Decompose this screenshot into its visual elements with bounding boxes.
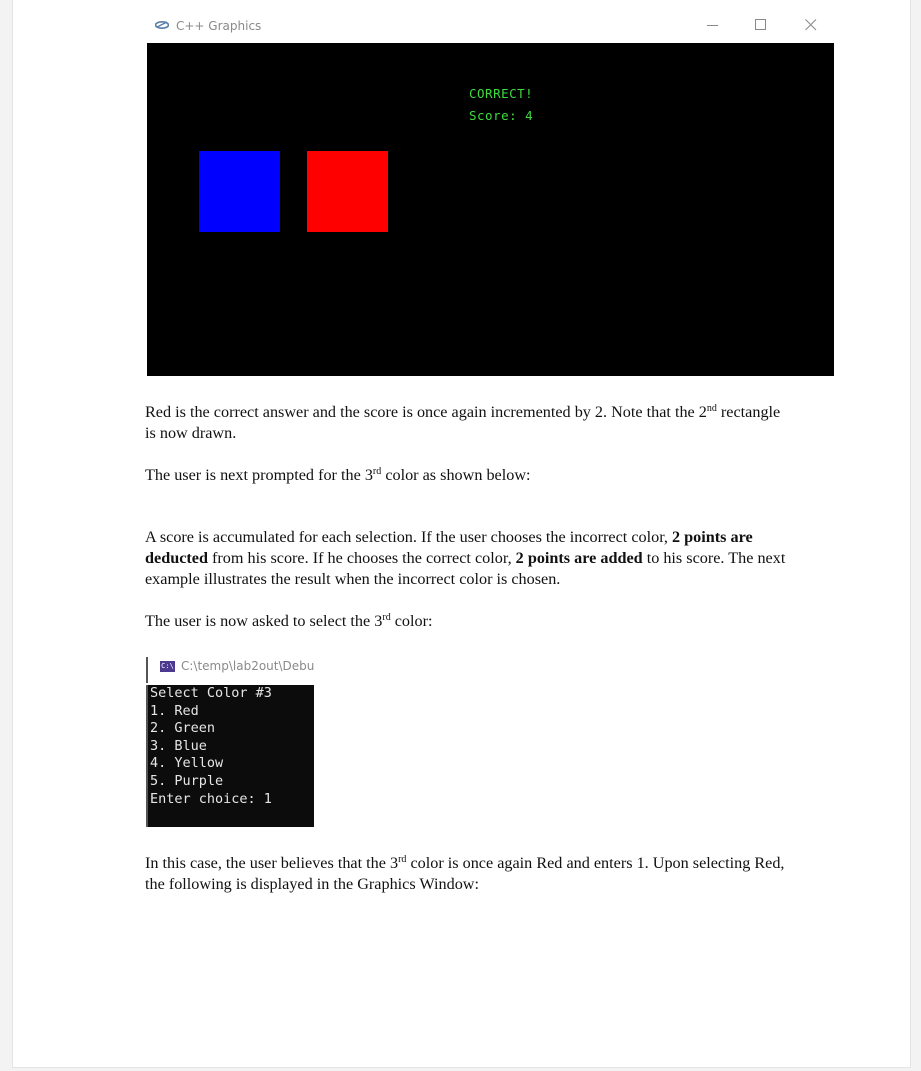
paragraph-4: The user is now asked to select the 3rd color: [145, 612, 433, 630]
console-titlebar [146, 655, 314, 685]
graphics-canvas [147, 43, 834, 376]
console-input-line[interactable]: Enter choice: 1 [150, 790, 272, 807]
console-title: C:\temp\lab2out\Debu [181, 659, 314, 673]
graphics-titlebar [147, 10, 834, 43]
console-line: 5. Purple [150, 772, 224, 789]
color-rectangle-1 [199, 151, 280, 232]
console-output [146, 685, 314, 827]
app-logo-icon [155, 19, 169, 31]
paragraph-3: A score is accumulated for each selection. If the user chooses the incorrect color, 2 points are deducted from his score. If he chooses the correct color, 2 points are added to his score. The next example illustrates the result when the incorrect color is chosen. [145, 528, 786, 588]
minimize-button[interactable] [700, 16, 726, 36]
console-window [146, 655, 314, 827]
close-button[interactable] [798, 16, 824, 36]
console-line: 2. Green [150, 720, 216, 737]
result-message: CORRECT! [469, 86, 534, 101]
console-line: Select Color #3 [150, 685, 272, 701]
graphics-window-title: C++ Graphics [176, 19, 262, 33]
maximize-button[interactable] [748, 16, 774, 36]
minimize-icon [707, 19, 719, 31]
color-rectangle-2 [307, 151, 388, 232]
maximize-icon [755, 19, 767, 31]
paragraph-5: In this case, the user believes that the 3rd color is once again Red and enters 1. Upon selecting Red, the following is displayed in the Graphics Window: [145, 854, 785, 893]
paragraph-1: Red is the correct answer and the score is once again incremented by 2. Note that the 2nd rectangle is now drawn. [145, 403, 781, 442]
document-page [12, 0, 911, 1068]
score-text: Score: 4 [469, 108, 534, 123]
console-line: 4. Yellow [150, 755, 224, 772]
console-icon: C:\ [161, 662, 174, 670]
close-icon [805, 19, 817, 31]
console-line: 3. Blue [150, 737, 207, 754]
graphics-window [147, 10, 834, 376]
paragraph-2: The user is next prompted for the 3rd color as shown below: [145, 466, 531, 484]
console-line: 1. Red [150, 702, 199, 719]
